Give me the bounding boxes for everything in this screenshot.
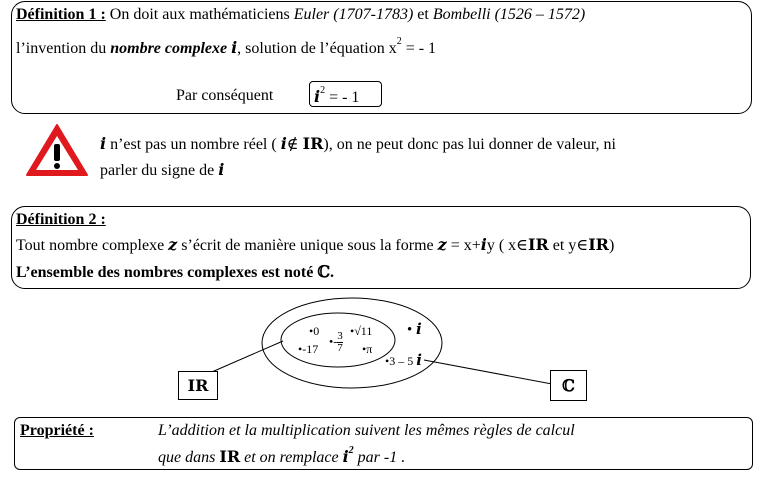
label-set-r: IR (178, 371, 218, 400)
definition-2-line-2: L’ensemble des nombres complexes est noté ℂ. (16, 262, 335, 281)
warning-line-1: i n’est pas un nombre réel ( i∉ IR), on ne peut donc pas lui donner de valeur, ni (100, 134, 616, 153)
consequence-label: Par conséquent (176, 87, 274, 104)
euler: Euler (1707-1783) (293, 6, 414, 23)
set-c-ellipse (262, 298, 442, 388)
property-line-2: que dans IR et on remplace $i^2$ par -1 . (158, 445, 406, 466)
definition-2-title: Définition 2 : (16, 211, 106, 228)
definition-1-line-1: Définition 1 : On doit aux mathématiciens Euler (1707-1783) et Bombelli (1526 – 1572) (16, 6, 586, 23)
complex-number-term: nombre complexe (110, 40, 228, 57)
point-complex: •3 – 5 i (385, 351, 422, 369)
connector-c (424, 360, 552, 384)
point-minus17: •-17 (298, 342, 319, 356)
point-zero: •0 (309, 324, 320, 338)
point-pi: •π (362, 342, 373, 356)
property-line-1: L’addition et la multiplication suivent les mêmes règles de calcul (158, 422, 575, 439)
label-set-c: ℂ (550, 370, 587, 401)
property-title: Propriété : (20, 422, 94, 439)
point-fraction: •- $\frac{3}{7}$ (329, 330, 343, 354)
definition-2-line-1: Tout nombre complexe z s’écrit de manière unique sous la forme z = x+iy ( x∈IR et y∈IR) (16, 235, 615, 254)
i-squared-result: $i^2$ = - 1 (314, 85, 360, 106)
definition-1-line-2: l’invention du nombre complexe i, solution de l’équation $x^2$ = - 1 (16, 36, 437, 57)
i-symbol: i (231, 38, 238, 57)
set-c-symbol: ℂ (317, 262, 331, 281)
point-sqrt11: •√11 (350, 324, 373, 338)
point-i: • i (407, 320, 422, 338)
definition-1-title: Définition 1 : (16, 6, 106, 23)
warning-line-2: parler du signe de i (100, 160, 225, 179)
bombelli: Bombelli (1526 – 1572) (432, 6, 586, 23)
z-symbol: z (168, 235, 178, 254)
